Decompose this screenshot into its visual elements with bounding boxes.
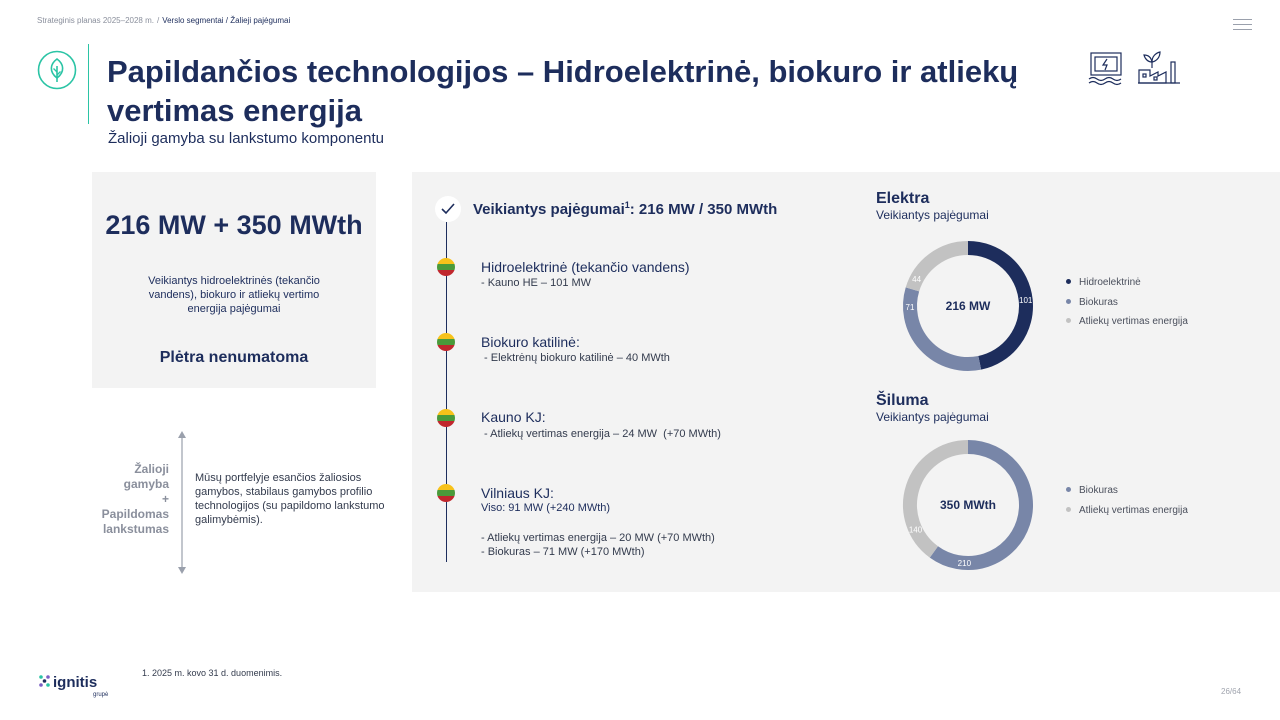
chart-title-electricity: Elektra: [876, 190, 930, 207]
chart-subtitle-heat: Veikiantys pajėgumai: [876, 410, 989, 424]
donut-value-label: 140: [908, 525, 923, 535]
chart-subtitle-electricity: Veikiantys pajėgumai: [876, 208, 989, 222]
hydro-dam-icon: [1089, 53, 1121, 85]
capacity-item-title: Vilniaus KJ:: [481, 485, 554, 501]
lithuania-flag-icon: [437, 258, 455, 276]
page-number: 26/64: [1221, 687, 1242, 696]
page-title: Papildančios technologijos – Hidroelektrinė, biokuro ir atliekų vertimas energija: [107, 54, 1019, 128]
donut-value-label: 210: [957, 558, 972, 568]
legend-item: Biokuras: [1066, 485, 1118, 496]
chart-title-heat: Šiluma: [876, 392, 929, 409]
breadcrumb-root[interactable]: Strateginis planas 2025–2028 m.: [37, 16, 154, 25]
legend-dot: [1066, 507, 1071, 512]
page-subtitle: Žalioji gamyba su lankstumo komponentu: [108, 130, 384, 147]
capacity-item-title: Biokuro katilinė:: [481, 334, 580, 350]
green-flexible-description: Mūsų portfelyje esančios žaliosios gamybos, stabilaus gamybos profilio technologijos (su papildomo lankstumo galimybėmis).: [195, 472, 385, 526]
donut-center-label: 216 MW: [945, 299, 991, 313]
capacity-item-line: - Atliekų vertimas energija – 24 MW (+70 MWth): [481, 428, 721, 440]
green-leaf-icon: [37, 50, 77, 90]
legend-dot: [1066, 487, 1071, 492]
capacity-heading: Veikiantys pajėgumai$^1$: 216 MW / 350 MWth: [473, 200, 778, 218]
legend-item: Hidroelektrinė: [1066, 277, 1141, 288]
title-divider: [88, 44, 89, 124]
breadcrumb-current[interactable]: Verslo segmentai / Žalieji pajėgumai: [162, 16, 291, 25]
capacity-item-line: - Kauno HE – 101 MW: [481, 277, 592, 289]
donut-value-label: 101: [1019, 296, 1033, 306]
biomass-plant-icon: [1138, 52, 1180, 83]
check-icon: [435, 196, 461, 222]
donut-value-label: 71: [905, 303, 915, 313]
legend-item: Atliekų vertimas energija: [1066, 505, 1188, 516]
legend-dot: [1066, 318, 1071, 323]
hamburger-menu-icon[interactable]: [1233, 19, 1252, 31]
capacity-item-title: Kauno KJ:: [481, 409, 546, 425]
logo-star-icon: [39, 675, 50, 687]
summary-description: Veikiantys hidroelektrinės (tekančio vandens), biokuro ir atliekų vertimo energija pajėgumai: [148, 275, 320, 315]
lithuania-flag-icon: [437, 333, 455, 351]
legend-dot: [1066, 279, 1071, 284]
footnote: 1. 2025 m. kovo 31 d. duomenimis.: [142, 668, 283, 678]
green-flexible-label: Žalioji gamyba + Papildomas lankstumas: [101, 462, 169, 536]
electricity-donut-chart: [898, 236, 1038, 376]
donut-center-label: 350 MWth: [939, 498, 997, 512]
capacity-item-line: - Biokuras – 71 MW (+170 MWth): [481, 546, 645, 558]
summary-card: [92, 172, 376, 388]
capacity-item-line: - Atliekų vertimas energija – 20 MW (+70 MWth): [481, 532, 715, 544]
double-arrow-icon: [176, 430, 188, 575]
breadcrumb: [37, 16, 290, 25]
capacity-panel: [412, 172, 1280, 592]
capacity-item-total: Viso: 91 MW (+240 MWth): [481, 502, 611, 514]
svg-text:ignitis: ignitis: [53, 674, 98, 691]
capacity-item-line: - Elektrėnų biokuro katilinė – 40 MWth: [481, 352, 670, 364]
legend-dot: [1066, 299, 1071, 304]
breadcrumb-separator: /: [156, 16, 160, 25]
ignitis-logo[interactable]: [37, 673, 117, 699]
lithuania-flag-icon: [437, 484, 455, 502]
summary-note: Plėtra nenumatoma: [159, 349, 309, 366]
heat-donut-chart: [898, 435, 1038, 575]
hydro-and-plant-icons: [1088, 48, 1184, 88]
legend-item: Atliekų vertimas energija: [1066, 316, 1188, 327]
donut-value-label: 44: [912, 275, 922, 285]
svg-text:grupė: grupė: [93, 692, 109, 698]
legend-item: Biokuras: [1066, 297, 1118, 308]
capacity-item-title: Hidroelektrinė (tekančio vandens): [481, 259, 690, 275]
summary-headline: 216 MW + 350 MWth: [105, 210, 363, 240]
footnote-ref: 1: [624, 200, 630, 210]
lithuania-flag-icon: [437, 409, 455, 427]
